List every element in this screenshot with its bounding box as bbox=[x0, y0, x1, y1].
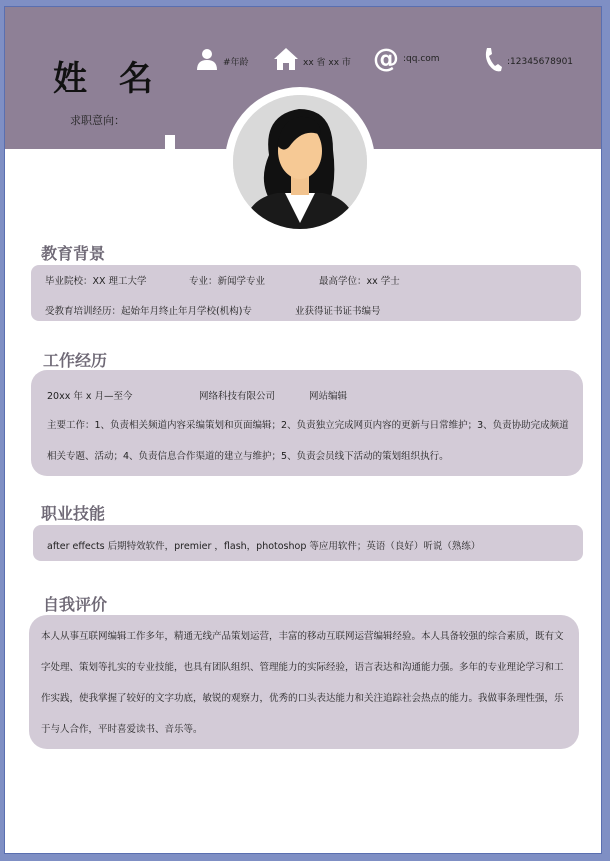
email-text: :qq.com bbox=[403, 54, 440, 64]
resume-page bbox=[4, 6, 602, 854]
skills-text: after effects 后期特效软件，premier ，flash，photoshop 等应用软件；英语（良好）听说（熟练） bbox=[47, 541, 481, 552]
phone-info bbox=[483, 47, 573, 77]
location-text: xx 省 xx 市 bbox=[303, 57, 351, 68]
education-training: 受教育培训经历：起始年月终止年月学校(机构)专 bbox=[45, 306, 252, 317]
education-degree: 最高学位：xx 学士 bbox=[319, 276, 400, 287]
name-heading: 姓 名 bbox=[53, 59, 163, 99]
person-icon bbox=[195, 47, 219, 75]
home-icon bbox=[273, 47, 299, 75]
education-title: 教育背景 bbox=[41, 244, 106, 263]
education-box bbox=[31, 265, 581, 321]
self-eval-title: 自我评价 bbox=[43, 595, 108, 614]
avatar bbox=[233, 95, 367, 229]
age-info bbox=[195, 47, 249, 75]
skills-box bbox=[33, 525, 583, 561]
location-info bbox=[273, 47, 351, 75]
work-position: 网站编辑 bbox=[309, 391, 348, 402]
skills-title: 职业技能 bbox=[41, 504, 106, 523]
self-eval-text: 本人从事互联网编辑工作多年，精通无线产品策划运营，丰富的移动互联网运营编辑经验。本人具备较强的综合素质，既有文字处理、策划等扎实的专业技能，也具有团队组织、管理能力的实际经验，语言表达和沟通能力强。多年的专业理论学习和工作实践，使我掌握了较好的文字功底，敏锐的观察力，优秀的口头表达能力和关注追踪社会热点的能力。我做事条理性强，乐于与人合作，平时喜爱读书、音乐等。 bbox=[41, 631, 564, 735]
education-major: 专业：新闻学专业 bbox=[189, 276, 266, 287]
work-box bbox=[31, 370, 583, 476]
header-notch bbox=[165, 135, 175, 151]
work-company: 网络科技有限公司 bbox=[199, 391, 276, 402]
work-title: 工作经历 bbox=[43, 351, 108, 370]
age-text: #年龄 bbox=[223, 57, 249, 68]
at-icon: @ bbox=[373, 44, 399, 74]
education-certificate: 业获得证书证书编号 bbox=[295, 306, 381, 317]
phone-text: :12345678901 bbox=[507, 57, 574, 67]
email-info bbox=[373, 44, 440, 74]
self-eval-box bbox=[29, 615, 579, 749]
phone-icon bbox=[483, 47, 503, 77]
education-school: 毕业院校：XX 理工大学 bbox=[45, 276, 147, 287]
work-duties: 主要工作：1、负责相关频道内容采编策划和页面编辑；2、负责独立完成网页内容的更新与日常维护；3、负责协助完成频道相关专题、活动；4、负责信息合作渠道的建立与维护；5、负责会员线下活动的策划组织执行。 bbox=[47, 420, 569, 462]
job-intent-label: 求职意向： bbox=[70, 114, 125, 127]
work-period: 20xx 年 x 月—至今 bbox=[47, 391, 133, 402]
